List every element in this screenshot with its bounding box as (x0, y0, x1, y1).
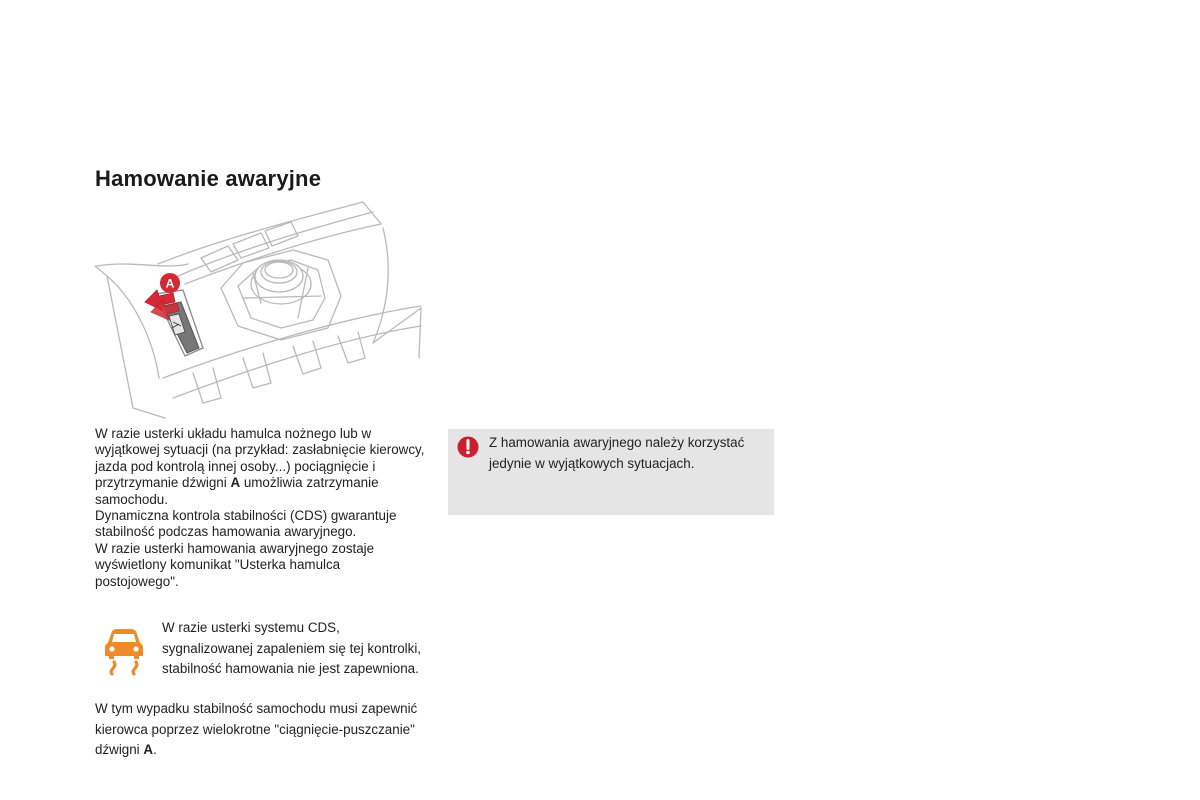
cds-note-text: W razie usterki systemu CDS, sygnalizowanej zapaleniem się tej kontrolki, stabilność hamowania nie jest zapewniona. (162, 620, 422, 676)
skid-warning-icon (103, 626, 145, 676)
section-title: Hamowanie awaryjne (95, 166, 322, 191)
paragraph-text: umożliwia zatrzymanie samochodu. (95, 475, 379, 507)
paragraph-cds: Dynamiczna kontrola stabilności (CDS) gwarantuje stabilność podczas hamowania awaryjnego. (95, 508, 397, 540)
paragraph-fault-message: W razie usterki hamowania awaryjnego zostaje wyświetlony komunikat "Usterka hamulca postojowego". (95, 540, 375, 589)
paragraph-text: . (153, 742, 157, 757)
center-console-illustration (93, 198, 423, 420)
paragraph-driver-stability (95, 699, 425, 761)
lever-a-marker-label: A (165, 276, 175, 291)
paragraph-text: W razie usterki układu hamulca nożnego lub w wyjątkowej sytuacji (na przykład: zasłabnięcie kierowcy, jazda pod kontrolą innej osoby...) pociągnięcie i przytrzymanie dźwigni (95, 426, 425, 491)
paragraph-text: W tym wypadku stabilność samochodu musi zapewnić kierowca poprzez wielokrotne "ciągnięcie-puszczanie" dźwigni (95, 701, 418, 757)
lever-reference: A (230, 475, 241, 491)
exclamation-warning-icon (457, 436, 479, 458)
lever-a-marker (160, 273, 180, 293)
paragraph-emergency-brake (95, 426, 425, 508)
warning-text: Z hamowania awaryjnego należy korzystać jedynie w wyjątkowych sytuacjach. (489, 435, 745, 471)
warning-box (448, 429, 774, 515)
body-text (95, 426, 425, 590)
lever-reference: A (143, 742, 154, 757)
